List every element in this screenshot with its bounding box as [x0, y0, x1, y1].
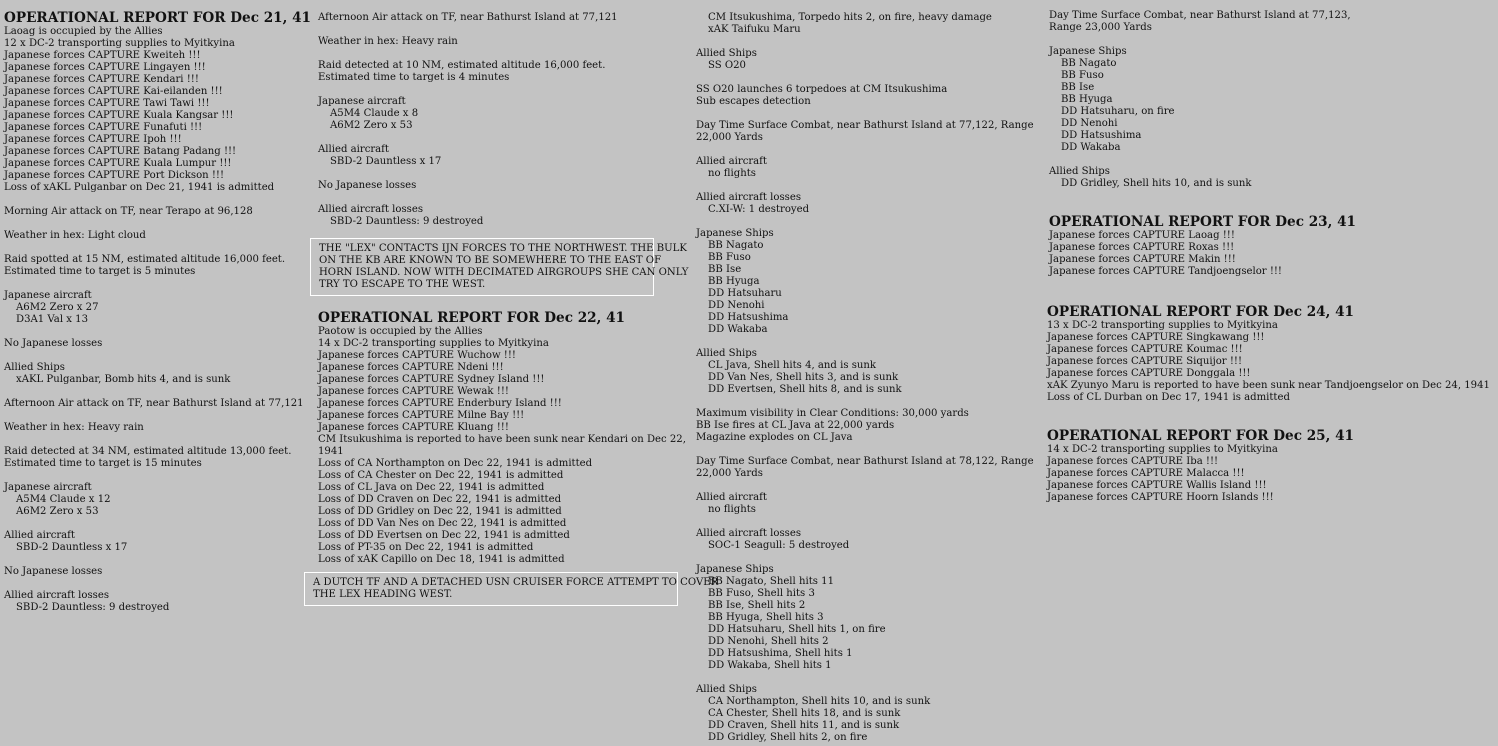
- spacer: [4, 194, 304, 206]
- report-line: Japanese forces CAPTURE Donggala !!!: [1047, 368, 1251, 379]
- report-line: Weather in hex: Light cloud: [4, 230, 146, 241]
- report-line: Japanese forces CAPTURE Kendari !!!: [4, 74, 199, 85]
- report-line: SS O20 launches 6 torpedoes at CM Itsukushima: [696, 84, 948, 95]
- spacer: [696, 72, 1036, 84]
- report-line: Maximum visibility in Clear Conditions: 30,000 yards: [696, 408, 969, 419]
- report-line: Japanese forces CAPTURE Roxas !!!: [1049, 242, 1235, 253]
- spacer: [696, 552, 1036, 564]
- report-line: Japanese forces CAPTURE Kuala Kangsar !!!: [4, 110, 234, 121]
- report-detail-line: CA Chester, Shell hits 18, and is sunk: [708, 708, 901, 719]
- report-line: Japanese forces CAPTURE Kuala Lumpur !!!: [4, 158, 232, 169]
- report-detail-line: CM Itsukushima, Torpedo hits 2, on fire, heavy damage: [708, 12, 992, 23]
- spacer: [1049, 34, 1349, 46]
- report-line: 14 x DC-2 transporting supplies to Myitkyina: [1047, 444, 1278, 455]
- report-detail-line: DD Hatsuharu, Shell hits 1, on fire: [708, 624, 886, 635]
- report-line: Japanese forces CAPTURE Kluang !!!: [318, 422, 509, 433]
- report-detail-line: DD Evertsen, Shell hits 8, and is sunk: [708, 384, 902, 395]
- spacer: [696, 336, 1036, 348]
- report-heading: OPERATIONAL REPORT FOR Dec 24, 41: [1047, 304, 1355, 320]
- report-detail-line: SBD-2 Dauntless x 17: [16, 542, 128, 553]
- report-line: Estimated time to target is 15 minutes: [4, 458, 202, 469]
- spacer: [318, 168, 688, 180]
- report-line: Japanese forces CAPTURE Kai-eilanden !!!: [4, 86, 223, 97]
- report-detail-line: BB Ise, Shell hits 2: [708, 600, 806, 611]
- report-detail-line: no flights: [708, 168, 756, 179]
- spacer: [318, 192, 688, 204]
- report-line: Japanese forces CAPTURE Tawi Tawi !!!: [4, 98, 210, 109]
- report-line: Raid spotted at 15 NM, estimated altitude 16,000 feet.: [4, 254, 286, 265]
- report-line: Raid detected at 34 NM, estimated altitude 13,000 feet.: [4, 446, 292, 457]
- report-detail-line: SBD-2 Dauntless: 9 destroyed: [16, 602, 170, 613]
- report-line: BB Ise fires at CL Java at 22,000 yards: [696, 420, 895, 431]
- commentary-line: THE LEX HEADING WEST.: [313, 589, 453, 600]
- commentary-line: THE "LEX" CONTACTS IJN FORCES TO THE NORTHWEST. THE BULK: [319, 243, 687, 254]
- report-detail-line: BB Nagato, Shell hits 11: [708, 576, 834, 587]
- spacer: [1047, 416, 1492, 428]
- report-line: No Japanese losses: [4, 338, 103, 349]
- report-line: Japanese aircraft: [318, 96, 406, 107]
- report-detail-line: DD Nenohi: [708, 300, 765, 311]
- report-line: 12 x DC-2 transporting supplies to Myitkyina: [4, 38, 235, 49]
- report-line: Japanese forces CAPTURE Wewak !!!: [318, 386, 509, 397]
- spacer: [4, 278, 304, 290]
- report-line: Japanese forces CAPTURE Laoag !!!: [1049, 230, 1235, 241]
- spacer: [1049, 202, 1349, 214]
- report-line: 1941: [318, 446, 344, 457]
- report-detail-line: DD Nenohi, Shell hits 2: [708, 636, 829, 647]
- report-line: Japanese forces CAPTURE Makin !!!: [1049, 254, 1236, 265]
- report-line: Range 23,000 Yards: [1049, 22, 1152, 33]
- report-detail-line: DD Hatsuharu: [708, 288, 782, 299]
- report-detail-line: no flights: [708, 504, 756, 515]
- report-line: Japanese forces CAPTURE Batang Padang !!!: [4, 146, 237, 157]
- report-line: 22,000 Yards: [696, 132, 763, 143]
- report-detail-line: DD Van Nes, Shell hits 3, and is sunk: [708, 372, 899, 383]
- report-line: Day Time Surface Combat, near Bathurst Island at 77,123,: [1049, 10, 1351, 21]
- report-line: Japanese aircraft: [4, 482, 92, 493]
- report-detail-line: A6M2 Zero x 53: [16, 506, 99, 517]
- report-line: Loss of CA Northampton on Dec 22, 1941 is admitted: [318, 458, 593, 469]
- report-line: Allied aircraft: [696, 156, 767, 167]
- report-line: CM Itsukushima is reported to have been sunk near Kendari on Dec 22,: [318, 434, 686, 445]
- report-line: Allied aircraft losses: [4, 590, 110, 601]
- report-heading: OPERATIONAL REPORT FOR Dec 23, 41: [1049, 214, 1357, 230]
- commentary-line: ON THE KB ARE KNOWN TO BE SOMEWHERE TO THE EAST OF: [319, 255, 662, 266]
- report-line: Day Time Surface Combat, near Bathurst Island at 77,122, Range: [696, 120, 1034, 131]
- report-detail-line: DD Wakaba, Shell hits 1: [708, 660, 832, 671]
- report-detail-line: CL Java, Shell hits 4, and is sunk: [708, 360, 877, 371]
- report-detail-line: A6M2 Zero x 27: [16, 302, 99, 313]
- spacer: [4, 410, 304, 422]
- report-line: Japanese forces CAPTURE Siquijor !!!: [1047, 356, 1242, 367]
- report-detail-line: DD Gridley, Shell hits 2, on fire: [708, 732, 868, 743]
- report-detail-line: SBD-2 Dauntless: 9 destroyed: [330, 216, 484, 227]
- report-detail-line: xAKL Pulganbar, Bomb hits 4, and is sunk: [16, 374, 231, 385]
- report-line: Japanese forces CAPTURE Port Dickson !!!: [4, 170, 225, 181]
- report-detail-line: xAK Taifuku Maru: [708, 24, 801, 35]
- report-line: Afternoon Air attack on TF, near Bathurst Island at 77,121: [318, 12, 618, 23]
- spacer: [696, 216, 1036, 228]
- report-detail-line: DD Gridley, Shell hits 10, and is sunk: [1061, 178, 1252, 189]
- report-line: Morning Air attack on TF, near Terapo at 96,128: [4, 206, 253, 217]
- spacer: [4, 242, 304, 254]
- report-detail-line: BB Nagato: [1061, 58, 1117, 69]
- report-line: Japanese forces CAPTURE Wallis Island !!!: [1047, 480, 1267, 491]
- report-detail-line: BB Ise: [1061, 82, 1095, 93]
- report-detail-line: BB Ise: [708, 264, 742, 275]
- report-line: Allied Ships: [696, 348, 757, 359]
- report-detail-line: DD Wakaba: [708, 324, 768, 335]
- report-line: Day Time Surface Combat, near Bathurst Island at 78,122, Range: [696, 456, 1034, 467]
- report-detail-line: BB Hyuga, Shell hits 3: [708, 612, 824, 623]
- report-line: Paotow is occupied by the Allies: [318, 326, 483, 337]
- report-detail-line: BB Fuso, Shell hits 3: [708, 588, 815, 599]
- report-heading: OPERATIONAL REPORT FOR Dec 21, 41: [4, 10, 312, 26]
- report-line: Japanese forces CAPTURE Kweiteh !!!: [4, 50, 201, 61]
- report-line: Japanese forces CAPTURE Iba !!!: [1047, 456, 1219, 467]
- report-line: Weather in hex: Heavy rain: [4, 422, 144, 433]
- spacer: [696, 36, 1036, 48]
- report-line: Loss of DD Gridley on Dec 22, 1941 is admitted: [318, 506, 562, 517]
- report-detail-line: BB Nagato: [708, 240, 764, 251]
- spacer: [696, 108, 1036, 120]
- report-line: Japanese Ships: [1049, 46, 1127, 57]
- report-line: Japanese Ships: [696, 564, 774, 575]
- commentary-box: [304, 572, 719, 606]
- report-line: Loss of CL Durban on Dec 17, 1941 is admitted: [1047, 392, 1290, 403]
- report-line: 14 x DC-2 transporting supplies to Myitkyina: [318, 338, 549, 349]
- report-line: Loss of DD Craven on Dec 22, 1941 is admitted: [318, 494, 562, 505]
- report-line: Allied aircraft losses: [696, 528, 802, 539]
- spacer: [696, 144, 1036, 156]
- report-line: No Japanese losses: [4, 566, 103, 577]
- report-line: Loss of CL Java on Dec 22, 1941 is admitted: [318, 482, 545, 493]
- report-detail-line: SS O20: [708, 60, 746, 71]
- spacer: [318, 84, 688, 96]
- spacer: [696, 516, 1036, 528]
- report-detail-line: CA Northampton, Shell hits 10, and is sunk: [708, 696, 931, 707]
- report-line: 22,000 Yards: [696, 468, 763, 479]
- report-line: Allied Ships: [4, 362, 65, 373]
- report-detail-line: SBD-2 Dauntless x 17: [330, 156, 442, 167]
- report-line: Allied Ships: [696, 48, 757, 59]
- report-line: Japanese forces CAPTURE Lingayen !!!: [4, 62, 206, 73]
- report-detail-line: A5M4 Claude x 8: [330, 108, 419, 119]
- report-line: Japanese forces CAPTURE Ndeni !!!: [318, 362, 504, 373]
- report-line: Japanese forces CAPTURE Milne Bay !!!: [318, 410, 525, 421]
- report-line: Allied Ships: [1049, 166, 1110, 177]
- report-line: Allied aircraft losses: [318, 204, 424, 215]
- report-column-1: [4, 10, 312, 614]
- spacer: [4, 350, 304, 362]
- report-column-4: [1049, 10, 1357, 302]
- report-line: Japanese forces CAPTURE Ipoh !!!: [4, 134, 182, 145]
- spacer: [696, 672, 1036, 684]
- spacer: [1049, 278, 1349, 290]
- report-line: Allied aircraft: [318, 144, 389, 155]
- report-line: Weather in hex: Heavy rain: [318, 36, 458, 47]
- report-detail-line: DD Hatsushima: [1061, 130, 1142, 141]
- spacer: [4, 578, 304, 590]
- spacer: [4, 518, 304, 530]
- report-line: Allied aircraft: [696, 492, 767, 503]
- spacer: [4, 470, 304, 482]
- report-detail-line: DD Hatsushima, Shell hits 1: [708, 648, 853, 659]
- commentary-line: A DUTCH TF AND A DETACHED USN CRUISER FORCE ATTEMPT TO COVER: [313, 577, 719, 588]
- report-detail-line: BB Hyuga: [708, 276, 760, 287]
- report-line: Laoag is occupied by the Allies: [4, 26, 163, 37]
- report-line: Japanese forces CAPTURE Koumac !!!: [1047, 344, 1243, 355]
- report-column-5: [1047, 304, 1492, 504]
- report-column-3: [696, 12, 1036, 744]
- report-line: Loss of xAK Capillo on Dec 18, 1941 is admitted: [318, 554, 565, 565]
- spacer: [1049, 290, 1349, 302]
- report-line: Japanese forces CAPTURE Singkawang !!!: [1047, 332, 1265, 343]
- spacer: [696, 180, 1036, 192]
- report-line: Loss of DD Van Nes on Dec 22, 1941 is admitted: [318, 518, 567, 529]
- report-line: Estimated time to target is 4 minutes: [318, 72, 510, 83]
- spacer: [4, 434, 304, 446]
- report-line: Magazine explodes on CL Java: [696, 432, 853, 443]
- spacer: [4, 386, 304, 398]
- report-line: Allied Ships: [696, 684, 757, 695]
- report-line: Japanese forces CAPTURE Wuchow !!!: [318, 350, 516, 361]
- report-column-2: [313, 12, 719, 610]
- report-detail-line: BB Hyuga: [1061, 94, 1113, 105]
- report-detail-line: D3A1 Val x 13: [16, 314, 88, 325]
- report-detail-line: SOC-1 Seagull: 5 destroyed: [708, 540, 850, 551]
- report-line: Japanese forces CAPTURE Malacca !!!: [1047, 468, 1245, 479]
- report-line: Japanese Ships: [696, 228, 774, 239]
- spacer: [318, 48, 688, 60]
- spacer: [4, 554, 304, 566]
- commentary-line: TRY TO ESCAPE TO THE WEST.: [319, 279, 486, 290]
- report-detail-line: A6M2 Zero x 53: [330, 120, 413, 131]
- report-detail-line: BB Fuso: [1061, 70, 1104, 81]
- report-line: Allied aircraft: [4, 530, 75, 541]
- report-line: Estimated time to target is 5 minutes: [4, 266, 196, 277]
- report-line: Japanese forces CAPTURE Sydney Island !!!: [318, 374, 545, 385]
- report-heading: OPERATIONAL REPORT FOR Dec 22, 41: [318, 310, 626, 326]
- report-line: Loss of xAKL Pulganbar on Dec 21, 1941 is admitted: [4, 182, 275, 193]
- report-line: Japanese forces CAPTURE Enderbury Island !!!: [318, 398, 562, 409]
- report-line: No Japanese losses: [318, 180, 417, 191]
- report-line: Loss of CA Chester on Dec 22, 1941 is admitted: [318, 470, 564, 481]
- spacer: [1049, 190, 1349, 202]
- commentary-line: HORN ISLAND. NOW WITH DECIMATED AIRGROUPS SHE CAN ONLY: [319, 267, 689, 278]
- spacer: [1047, 404, 1492, 416]
- report-detail-line: A5M4 Claude x 12: [16, 494, 111, 505]
- report-line: Loss of PT-35 on Dec 22, 1941 is admitted: [318, 542, 534, 553]
- report-line: 13 x DC-2 transporting supplies to Myitkyina: [1047, 320, 1278, 331]
- report-line: Allied aircraft losses: [696, 192, 802, 203]
- report-detail-line: BB Fuso: [708, 252, 751, 263]
- report-line: Japanese aircraft: [4, 290, 92, 301]
- report-detail-line: DD Craven, Shell hits 11, and is sunk: [708, 720, 900, 731]
- report-detail-line: C.XI-W: 1 destroyed: [708, 204, 810, 215]
- spacer: [4, 218, 304, 230]
- commentary-box: [310, 238, 689, 296]
- report-line: Japanese forces CAPTURE Funafuti !!!: [4, 122, 203, 133]
- report-line: Japanese forces CAPTURE Tandjoengselor !!!: [1049, 266, 1282, 277]
- report-detail-line: DD Hatsushima: [708, 312, 789, 323]
- report-line: Sub escapes detection: [696, 96, 811, 107]
- report-line: Japanese forces CAPTURE Hoorn Islands !!!: [1047, 492, 1274, 503]
- spacer: [696, 444, 1036, 456]
- report-line: Afternoon Air attack on TF, near Bathurst Island at 77,121: [4, 398, 304, 409]
- report-line: Raid detected at 10 NM, estimated altitude 16,000 feet.: [318, 60, 606, 71]
- report-detail-line: DD Wakaba: [1061, 142, 1121, 153]
- spacer: [696, 396, 1036, 408]
- report-heading: OPERATIONAL REPORT FOR Dec 25, 41: [1047, 428, 1355, 444]
- report-line: Loss of DD Evertsen on Dec 22, 1941 is admitted: [318, 530, 570, 541]
- spacer: [1049, 154, 1349, 166]
- report-detail-line: DD Hatsuharu, on fire: [1061, 106, 1175, 117]
- report-line: xAK Zyunyo Maru is reported to have been sunk near Tandjoengselor on Dec 24, 1941: [1047, 380, 1490, 391]
- spacer: [318, 24, 688, 36]
- spacer: [696, 480, 1036, 492]
- spacer: [318, 132, 688, 144]
- report-detail-line: DD Nenohi: [1061, 118, 1118, 129]
- spacer: [4, 326, 304, 338]
